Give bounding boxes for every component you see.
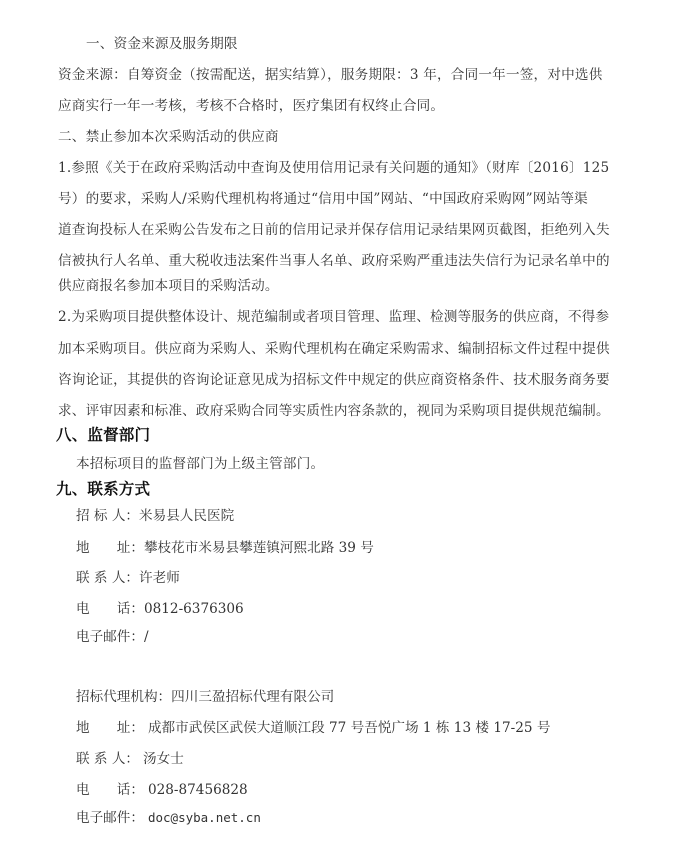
paragraph-line: 应商实行一年一考核，考核不合格时，医疗集团有权终止合同。 [58, 98, 445, 114]
section-1-heading: 一、资金来源及服务期限 [86, 36, 238, 52]
contact-email: doc@syba.net.cn [147, 810, 261, 825]
contact-label: 电 话： [76, 782, 144, 798]
paragraph-line: 加本采购项目。供应商为采购人、采购代理机构在确定采购需求、编制招标文件过程中提供 [58, 341, 610, 357]
contact-label: 电子邮件： [76, 810, 144, 826]
contact-label: 联 系 人： [76, 751, 140, 767]
contact-label: 电子邮件： [76, 629, 144, 645]
contact-value: 0812-6376306 [143, 601, 244, 617]
contact-label: 招 标 人： [76, 508, 140, 524]
paragraph-line: 1.参照《关于在政府采购活动中查询及使用信用记录有关问题的通知》（财库〔2016〕125 [58, 160, 610, 176]
contact-value: 成都市武侯区武侯大道顺江段 77 号吾悦广场 1 栋 13 楼 17-25 号 [147, 720, 551, 736]
paragraph-line: 2.为采购项目提供整体设计、规范编制或者项目管理、监理、检测等服务的供应商，不得参 [58, 309, 610, 325]
section-9-heading: 九、联系方式 [56, 480, 151, 498]
section-8-heading: 八、监督部门 [56, 426, 151, 444]
supervision-text: 本招标项目的监督部门为上级主管部门。 [76, 456, 325, 472]
paragraph-line: 供应商报名参加本项目的采购活动。 [58, 278, 279, 294]
section-2-heading: 二、禁止参加本次采购活动的供应商 [58, 129, 279, 145]
contact-value: 米易县人民医院 [139, 508, 235, 524]
contact-label: 电 话： [76, 601, 144, 617]
contact-value: 028-87456828 [147, 782, 248, 798]
paragraph-line: 号）的要求，采购人/采购代理机构将通过“信用中国”网站、“中国政府采购网”网站等渠 [58, 191, 588, 207]
contact-label: 地 址： [76, 540, 144, 556]
contact-label: 联 系 人： [76, 570, 140, 586]
contact-label: 招标代理机构： [76, 689, 172, 705]
contact-value: 汤女士 [143, 751, 184, 767]
contact-value: 许老师 [139, 570, 180, 586]
paragraph-line: 咨询论证，其提供的咨询论证意见成为招标文件中规定的供应商资格条件、技术服务商务要 [58, 372, 610, 388]
contact-value: / [143, 629, 149, 645]
contact-value: 四川三盈招标代理有限公司 [171, 689, 335, 705]
contact-value: 攀枝花市米易县攀莲镇河熙北路 39 号 [143, 540, 374, 556]
paragraph-line: 信被执行人名单、重大税收违法案件当事人名单、政府采购严重违法失信行为记录名单中的 [58, 253, 610, 269]
paragraph-line: 道查询投标人在采购公告发布之日前的信用记录并保存信用记录结果网页截图，拒绝列入失 [58, 222, 610, 238]
paragraph-line: 资金来源：自筹资金（按需配送，据实结算），服务期限：3 年，合同一年一签，对中选供 [58, 67, 603, 83]
paragraph-line: 求、评审因素和标准、政府采购合同等实质性内容条款的，视同为采购项目提供规范编制。 [58, 403, 610, 419]
contact-label: 地 址： [76, 720, 144, 736]
